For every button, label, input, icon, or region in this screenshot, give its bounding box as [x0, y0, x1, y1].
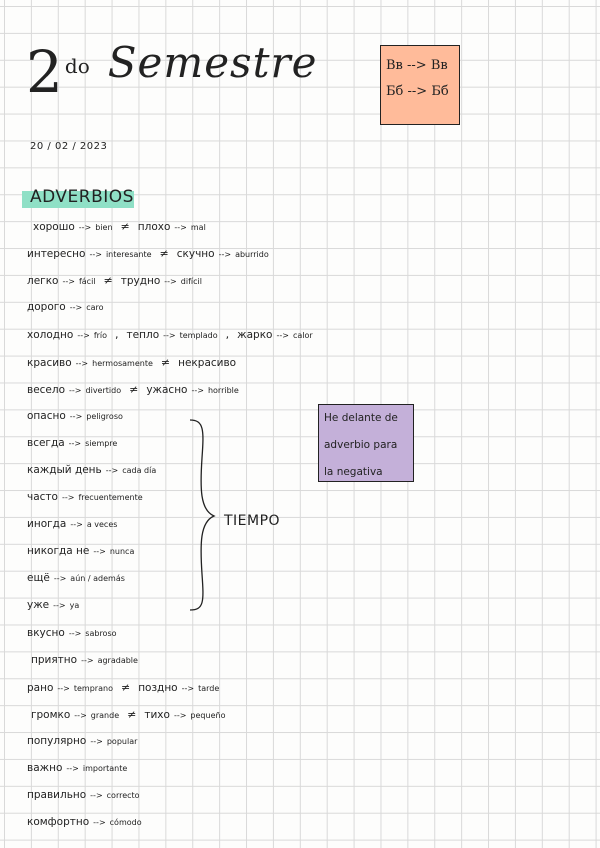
arrow-icon: --> [70, 520, 83, 530]
russian-word: никогда не [27, 545, 90, 558]
arrow-icon: --> [93, 818, 106, 828]
arrow-icon: --> [218, 250, 232, 260]
arrow-icon: --> [90, 736, 103, 746]
russian-word: каждый день [27, 463, 102, 476]
russian-word: всегда [27, 436, 65, 449]
vocab-row [27, 545, 134, 557]
arrow-icon: --> [69, 385, 82, 395]
arrow-icon: --> [53, 601, 66, 611]
arrow-icon: --> [93, 547, 106, 557]
arrow-icon: --> [276, 331, 289, 341]
purple-note-box [318, 404, 414, 482]
russian-word: приятно [31, 653, 78, 666]
spanish-translation: cómodo [109, 818, 142, 828]
spanish-translation: divertido [85, 385, 122, 395]
spanish-translation: ya [69, 601, 80, 611]
spanish-translation: fácil [78, 277, 96, 287]
curly-brace-icon [186, 418, 222, 612]
spanish-translation: peligroso [86, 411, 123, 421]
vocab-row [27, 518, 117, 530]
arrow-icon: --> [163, 331, 176, 341]
spanish-translation: a veces [86, 520, 118, 530]
arrow-icon: --> [53, 574, 67, 584]
arrow-icon: --> [81, 655, 94, 665]
purple-note-line: Не delante de [324, 412, 398, 424]
vocab-row [27, 437, 117, 449]
vocab-row [27, 328, 313, 341]
russian-word: дорого [27, 301, 66, 314]
spanish-translation: agradable [97, 655, 138, 665]
not-equal-icon: ≠ [120, 220, 130, 233]
arrow-icon: --> [68, 628, 82, 638]
vocab-row [27, 301, 104, 313]
spanish-translation: correcto [106, 791, 140, 801]
spanish-translation: tarde [198, 683, 220, 693]
spanish-translation: caro [86, 303, 104, 313]
russian-word: ужасно [146, 383, 188, 396]
vocab-row [27, 599, 79, 611]
not-equal-icon: ≠ [127, 707, 137, 721]
spanish-translation: grande [90, 710, 120, 720]
orange-note-box [380, 45, 460, 125]
russian-word: рано [27, 681, 54, 694]
spanish-translation: popular [106, 736, 138, 746]
spanish-translation: mal [190, 223, 206, 232]
russian-word: опасно [27, 409, 66, 422]
arrow-icon: --> [61, 493, 75, 502]
russian-word: правильно [27, 789, 87, 802]
arrow-icon: --> [77, 331, 90, 341]
spanish-translation: templado [179, 331, 218, 341]
vocab-row [27, 735, 137, 747]
arrow-icon: --> [90, 791, 103, 801]
russian-word: ещё [27, 572, 50, 585]
spanish-translation: cada día [122, 465, 157, 475]
spanish-translation: sabroso [85, 628, 117, 638]
spanish-translation: horrible [207, 385, 239, 395]
arrow-icon: --> [181, 683, 195, 693]
vocab-row [27, 816, 142, 828]
russian-word: плохо [137, 221, 171, 233]
spanish-translation: difícil [180, 277, 202, 287]
russian-word: часто [27, 491, 58, 503]
spanish-translation: pequeño [190, 710, 226, 720]
russian-word: уже [27, 599, 50, 612]
separator-comma: , [115, 328, 119, 342]
brace-label: TIEMPO [224, 513, 281, 529]
arrow-icon: --> [174, 223, 187, 232]
russian-word: поздно [138, 681, 178, 694]
spanish-translation: importante [82, 764, 128, 773]
not-equal-icon: ≠ [159, 247, 169, 261]
spanish-translation: bien [95, 223, 113, 232]
russian-word: тихо [144, 708, 170, 721]
purple-note-line: adverbio para [324, 439, 398, 451]
not-equal-icon: ≠ [103, 274, 113, 288]
arrow-icon: --> [105, 465, 119, 475]
arrow-icon: --> [164, 277, 177, 287]
arrow-icon: --> [68, 438, 82, 448]
not-equal-icon: ≠ [160, 355, 171, 369]
russian-word: весело [27, 383, 66, 396]
russian-word: некрасиво [178, 356, 237, 369]
russian-word: жарко [237, 329, 273, 342]
russian-word: интересно [27, 248, 86, 261]
arrow-icon: --> [57, 683, 70, 693]
vocab-row [31, 708, 225, 721]
russian-word: красиво [27, 356, 72, 369]
vocab-row [27, 572, 125, 584]
russian-word: громко [31, 708, 71, 721]
russian-word: скучно [176, 248, 215, 261]
title-number: 2 [26, 38, 63, 106]
spanish-translation: calor [292, 331, 313, 341]
vocab-row [27, 627, 117, 639]
title-word: Semestre [107, 38, 318, 87]
page-title [26, 38, 317, 106]
russian-word: тепло [126, 329, 160, 342]
purple-note-line: la negativa [324, 466, 383, 478]
arrow-icon: --> [191, 385, 204, 395]
not-equal-icon: ≠ [120, 680, 131, 694]
orange-note-line: Бб --> Бб [386, 84, 449, 99]
arrow-icon: --> [74, 710, 87, 720]
spanish-translation: nunca [109, 547, 135, 557]
arrow-icon: --> [69, 303, 83, 313]
vocab-row [27, 274, 202, 287]
spanish-translation: temprano [73, 683, 113, 693]
spanish-translation: frecuentemente [78, 493, 143, 502]
vocab-row [27, 247, 269, 260]
russian-word: иногда [27, 518, 67, 531]
vocab-row [27, 491, 143, 503]
russian-word: популярно [27, 734, 87, 747]
vocab-row [31, 654, 138, 666]
russian-word: важно [27, 762, 63, 774]
arrow-icon: --> [66, 764, 79, 773]
russian-word: холодно [27, 329, 74, 342]
vocab-row [27, 410, 123, 422]
arrow-icon: --> [173, 710, 187, 720]
spanish-translation: siempre [85, 438, 118, 448]
russian-word: легко [27, 275, 59, 288]
spanish-translation: interesante [105, 250, 152, 260]
arrow-icon: --> [78, 223, 92, 232]
arrow-icon: --> [89, 250, 102, 260]
vocab-row [27, 681, 219, 694]
not-equal-icon: ≠ [129, 382, 139, 396]
title-superscript: do [64, 54, 90, 78]
separator-comma: , [225, 328, 230, 342]
spanish-translation: frío [93, 331, 108, 341]
orange-note-line: Вв --> Вв [386, 58, 448, 73]
section-header [22, 187, 134, 207]
vocab-row [27, 762, 127, 774]
spanish-translation: aburrido [235, 250, 269, 260]
russian-word: трудно [120, 275, 161, 288]
vocab-row [33, 220, 206, 233]
russian-word: вкусно [27, 626, 65, 639]
arrow-icon: --> [69, 411, 83, 421]
header-text: ADVERBIOS [30, 187, 134, 207]
vocab-row [27, 356, 236, 369]
spanish-translation: hermosamente [92, 358, 153, 368]
vocab-row [27, 383, 239, 396]
russian-word: комфортно [27, 816, 90, 829]
vocab-row [27, 464, 156, 476]
arrow-icon: --> [75, 358, 89, 368]
vocab-row [27, 789, 140, 801]
date: 20 / 02 / 2023 [30, 141, 108, 152]
arrow-icon: --> [62, 277, 75, 287]
russian-word: хорошо [33, 221, 75, 233]
spanish-translation: aún / además [70, 574, 125, 584]
